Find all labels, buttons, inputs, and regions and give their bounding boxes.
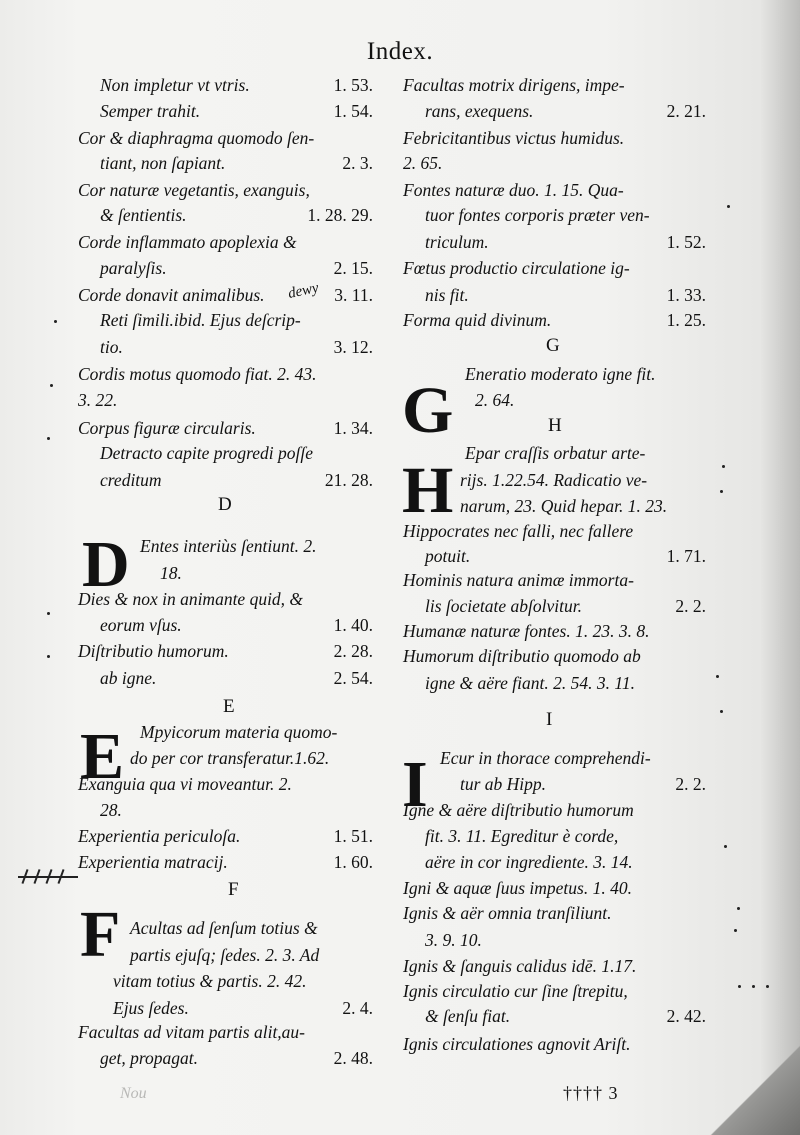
index-entry-text: Experientia periculoſa. — [78, 826, 241, 846]
index-entry-text: Non impletur vt vtris. — [100, 75, 250, 95]
index-entry-page-ref: 1. 33. — [666, 285, 706, 305]
index-entry — [403, 621, 649, 641]
page-title: Index. — [366, 38, 434, 65]
index-entry — [100, 101, 200, 121]
index-entry-text: Humanæ naturæ fontes. 1. 23. 3. 8. — [403, 621, 650, 641]
index-entry-text: paralyſis. — [100, 258, 167, 278]
section-letter-i: I — [546, 709, 553, 730]
index-entry-text: partis ejuſq; ſedes. 2. 3. Ad — [130, 945, 320, 965]
index-entry — [100, 258, 167, 278]
index-entry-page-ref: 2. 42. — [666, 1006, 706, 1026]
index-entry — [403, 258, 630, 278]
index-entry-page-ref: 3. 11. — [334, 285, 373, 305]
index-entry — [78, 418, 256, 438]
index-entry-page-ref: 1. 54. — [333, 101, 373, 121]
index-entry — [425, 826, 618, 846]
margin-dot — [47, 655, 50, 658]
index-entry-text: Ignis circulationes agnovit Ariſt. — [403, 1034, 631, 1054]
index-entry-page-ref: 2. 28. — [333, 641, 373, 661]
index-entry — [78, 232, 297, 252]
index-entry-page-ref: 1. 25. — [666, 310, 706, 330]
handwritten-annotation: dewy — [286, 279, 321, 303]
index-entry-text: Febricitantibus victus humidus. — [403, 128, 625, 148]
index-entry-text: ab igne. — [100, 668, 157, 688]
index-entry-page-ref: 2. 21. — [666, 101, 706, 121]
index-entry-page-ref: 2. 2. — [675, 596, 706, 616]
index-entry-text: vitam totius & partis. 2. 42. — [113, 971, 307, 991]
index-entry — [403, 903, 612, 923]
index-entry-text: Dies & nox in animante quid, & — [78, 589, 304, 609]
index-entry-text: Fœtus productio circulatione ig- — [403, 258, 630, 278]
index-entry-text: tuor fontes corporis præter ven- — [425, 205, 650, 225]
index-entry — [425, 673, 635, 693]
index-entry-text: Epar craſſis orbatur arte- — [465, 443, 646, 463]
index-entry-text: Experientia matracij. — [78, 852, 228, 872]
index-entry — [403, 570, 634, 590]
index-entry — [425, 101, 533, 121]
index-entry — [100, 470, 162, 490]
index-entry-text: fit. 3. 11. Egreditur è corde, — [425, 826, 619, 846]
index-entry-page-ref: 2. 48. — [333, 1048, 373, 1068]
drop-cap-i: I — [402, 748, 428, 821]
index-entry-text: 3. 9. 10. — [425, 930, 482, 950]
index-entry-text: 28. — [100, 800, 122, 820]
index-entry — [100, 1048, 198, 1068]
index-entry-page-ref: 3. 12. — [333, 337, 373, 357]
index-entry — [78, 390, 117, 410]
margin-dot — [734, 929, 737, 932]
index-entry — [100, 668, 156, 688]
index-entry — [403, 646, 641, 666]
index-entry-text: 3. 22. — [78, 390, 118, 410]
index-entry-page-ref: 2. 4. — [342, 998, 373, 1018]
index-entry — [425, 596, 582, 616]
index-entry — [403, 75, 625, 95]
margin-dot — [54, 320, 57, 323]
index-entry-text: Corde donavit animalibus. — [78, 285, 265, 305]
index-entry-page-ref: 2. 15. — [333, 258, 373, 278]
index-entry — [140, 536, 316, 556]
index-entry-text: Eneratio moderato igne fit. — [465, 364, 656, 384]
index-entry — [403, 310, 551, 330]
index-entry — [460, 470, 647, 490]
index-entry-text: Cor & diaphragma quomodo ſen- — [78, 128, 315, 148]
index-entry-text: lis ſocietate abſolvitur. — [425, 596, 582, 616]
index-entry-page-ref: 2. 3. — [342, 153, 373, 173]
index-entry — [100, 443, 313, 463]
index-entry — [130, 945, 319, 965]
index-entry — [425, 852, 633, 872]
index-entry-page-ref: 1. 28. 29. — [307, 205, 373, 225]
margin-dot — [47, 612, 50, 615]
index-entry-text: Forma quid divinum. — [403, 310, 552, 330]
index-entry-text: eorum vſus. — [100, 615, 182, 635]
index-entry — [100, 205, 187, 225]
index-entry-text: 2. 65. — [403, 153, 443, 173]
index-entry-text: Diſtributio humorum. — [78, 641, 229, 661]
index-entry — [130, 748, 329, 768]
section-letter-h: H — [548, 415, 562, 436]
index-entry-text: 18. — [160, 563, 182, 583]
index-entry — [140, 722, 337, 742]
index-entry-text: 2. 64. — [475, 390, 515, 410]
index-entry-text: Corde inflammato apoplexia & — [78, 232, 297, 252]
index-entry — [100, 310, 301, 330]
index-entry-text: Mpyicorum materia quomo- — [140, 722, 338, 742]
index-entry-text: Reti ſimili.ibid. Ejus deſcrip- — [100, 310, 301, 330]
index-entry — [403, 128, 624, 148]
index-entry — [403, 153, 442, 173]
index-entry-text: tur ab Hipp. — [460, 774, 547, 794]
margin-dot — [720, 710, 723, 713]
index-entry-text: Acultas ad ſenſum totius & — [130, 918, 318, 938]
index-entry-text: Ignis & aër omnia tranſiliunt. — [403, 903, 612, 923]
index-entry-text: tio. — [100, 337, 123, 357]
index-entry — [460, 496, 667, 516]
section-letter-f: F — [228, 879, 239, 900]
index-entry-text: triculum. — [425, 232, 489, 252]
index-entry-text: Humorum diſtributio quomodo ab — [403, 646, 641, 666]
index-entry-page-ref: 1. 71. — [666, 546, 706, 566]
index-entry-text: Hominis natura animæ immorta- — [403, 570, 634, 590]
index-entry — [425, 285, 469, 305]
index-entry-page-ref: 1. 34. — [333, 418, 373, 438]
index-entry — [160, 563, 182, 583]
index-entry — [100, 800, 122, 820]
index-entry-text: narum, 23. Quid hepar. 1. 23. — [460, 496, 668, 516]
index-entry-page-ref: 1. 60. — [333, 852, 373, 872]
index-entry-text: Ecur in thorace comprehendi- — [440, 748, 651, 768]
index-entry — [100, 337, 123, 357]
index-entry — [78, 1022, 305, 1042]
index-entry — [440, 748, 651, 768]
index-entry — [113, 971, 306, 991]
index-entry — [425, 1006, 510, 1026]
index-entry-text: Cor naturæ vegetantis, exanguis, — [78, 180, 310, 200]
index-entry-page-ref: 1. 53. — [333, 75, 373, 95]
index-entry-page-ref: 1. 51. — [333, 826, 373, 846]
index-entry — [130, 918, 318, 938]
margin-dot — [47, 437, 50, 440]
index-entry — [425, 232, 489, 252]
index-entry — [425, 546, 470, 566]
index-entry-page-ref: 2. 2. — [675, 774, 706, 794]
index-entry-text: Igni & aquæ ſuus impetus. 1. 40. — [403, 878, 632, 898]
index-entry — [425, 205, 650, 225]
index-entry-text: & ſentientis. — [100, 205, 187, 225]
drop-cap-d: D — [82, 528, 130, 601]
index-entry-text: Corpus figuræ circularis. — [78, 418, 256, 438]
index-entry-text: Entes interiùs ſentiunt. 2. — [140, 536, 317, 556]
index-entry-text: & ſenſu fiat. — [425, 1006, 511, 1026]
section-letter-g: G — [546, 335, 560, 356]
margin-dot — [50, 384, 53, 387]
index-entry-text: Ejus ſedes. — [113, 998, 189, 1018]
drop-cap-g: G — [402, 374, 454, 447]
margin-dot — [766, 985, 769, 988]
margin-dot — [752, 985, 755, 988]
bleed-through-text: Nou — [120, 1085, 147, 1102]
index-entry — [78, 180, 310, 200]
index-entry — [100, 153, 225, 173]
drop-cap-f: F — [80, 898, 121, 971]
index-entry-text: do per cor transferatur.1.62. — [130, 748, 330, 768]
index-entry — [78, 285, 265, 305]
index-entry-text: potuit. — [425, 546, 471, 566]
margin-dot — [716, 675, 719, 678]
margin-dot — [738, 985, 741, 988]
index-entry — [78, 364, 317, 384]
index-entry-text: igne & aëre fiant. 2. 54. 3. 11. — [425, 673, 635, 693]
index-entry — [425, 930, 482, 950]
index-entry-text: Semper trahit. — [100, 101, 201, 121]
margin-dot — [724, 845, 727, 848]
index-entry — [460, 774, 546, 794]
index-entry-text: Detracto capite progredi poſſe — [100, 443, 314, 463]
index-entry-text: Hippocrates nec falli, nec fallere — [403, 521, 634, 541]
index-entry-text: Exanguia qua vi moveantur. 2. — [78, 774, 292, 794]
index-entry — [78, 826, 240, 846]
index-entry-text: Facultas motrix dirigens, impe- — [403, 75, 625, 95]
index-entry-text: aëre in cor ingrediente. 3. 14. — [425, 852, 633, 872]
index-entry-text: Facultas ad vitam partis alit,au- — [78, 1022, 306, 1042]
index-entry — [465, 443, 645, 463]
index-entry — [78, 852, 228, 872]
index-entry-text: get, propagat. — [100, 1048, 199, 1068]
index-entry — [100, 615, 182, 635]
index-entry — [475, 390, 514, 410]
margin-dot — [720, 490, 723, 493]
index-entry-text: Ignis & ſanguis calidus idē. 1.17. — [403, 956, 637, 976]
index-entry-text: tiant, non ſapiant. — [100, 153, 226, 173]
page-edge-shadow — [690, 1045, 800, 1135]
index-entry — [403, 878, 632, 898]
index-entry — [113, 998, 189, 1018]
index-entry-page-ref: 1. 40. — [333, 615, 373, 635]
index-entry-text: Cordis motus quomodo fiat. 2. 43. — [78, 364, 317, 384]
drop-cap-h: H — [402, 454, 454, 527]
index-entry — [100, 75, 250, 95]
index-entry — [403, 1034, 630, 1054]
drop-cap-e: E — [80, 720, 125, 793]
margin-dot — [737, 907, 740, 910]
index-entry — [403, 981, 628, 1001]
index-entry-page-ref: 21. 28. — [324, 470, 373, 490]
catchword-signature: †††† 3 — [563, 1083, 619, 1103]
index-entry-page-ref: 1. 52. — [666, 232, 706, 252]
index-entry-text: creditum — [100, 470, 162, 490]
index-entry-text: rans, exequens. — [425, 101, 534, 121]
section-letter-e: E — [223, 696, 235, 717]
index-entry-text: rijs. 1.22.54. Radicatio ve- — [460, 470, 648, 490]
index-entry-text: Fontes naturæ duo. 1. 15. Qua- — [403, 180, 624, 200]
index-entry — [465, 364, 656, 384]
margin-dot — [722, 465, 725, 468]
index-entry-text: Ignis circulatio cur ſine ſtrepitu, — [403, 981, 628, 1001]
index-entry — [78, 128, 314, 148]
index-entry — [78, 641, 229, 661]
margin-dot — [727, 205, 730, 208]
index-entry-text: Igne & aëre diſtributio humorum — [403, 800, 634, 820]
index-entry — [403, 800, 634, 820]
index-entry-text: nis fit. — [425, 285, 469, 305]
index-entry — [403, 180, 624, 200]
index-entry-page-ref: 2. 54. — [333, 668, 373, 688]
section-letter-d: D — [218, 494, 232, 515]
index-entry — [403, 956, 636, 976]
